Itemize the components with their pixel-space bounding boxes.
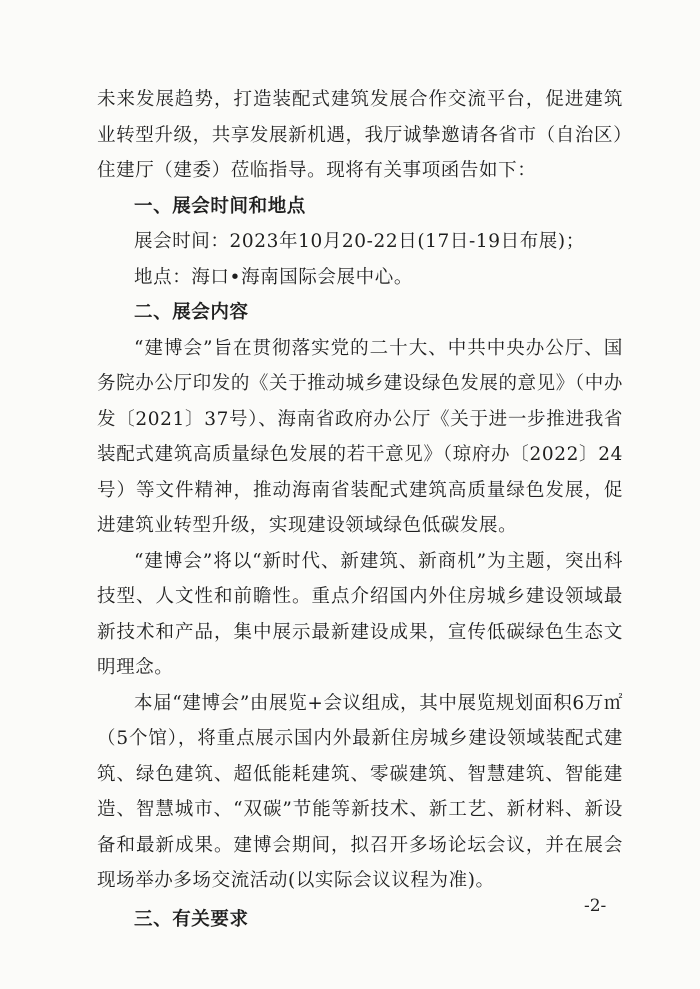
section-heading-exhibition-content: 二、展会内容 — [134, 302, 249, 323]
paragraph-exhibition-location: 地点：海口•海南国际会展中心。 — [134, 266, 413, 288]
paragraph-exhibition-time: 展会时间：2023年10月20-22日(17日-19日布展)； — [134, 231, 585, 252]
paragraph-invitation-continued: 未来发展趋势，打造装配式建筑发展合作交流平台，促进建筑业转型升级，共享发展新机遇，我厅诚挚邀请各省市（自治区）住建厅（建委）莅临指导。现将有关事项函告如下： — [97, 89, 623, 181]
document-body — [97, 82, 623, 937]
paragraph-policy-basis: “建博会”旨在贯彻落实党的二十大、中共中央办公厅、国务院办公厅印发的《关于推动城乡建设绿色发展的意见》（中办发〔2021〕37号）、海南省政府办公厅《关于进一步推进我省装配式建筑高质量绿色发展的若干意见》（琼府办〔2022〕24号）等文件精神，推动海南省装配式建筑高质量绿色发展，促进建筑业转型升级，实现建设领域绿色低碳发展。 — [97, 337, 623, 536]
paragraph-theme: “建博会”将以“新时代、新建筑、新商机”为主题，突出科技型、人文性和前瞻性。重点介绍国内外住房城乡建设领域最新技术和产品，集中展示最新建设成果，宣传低碳绿色生态文明理念。 — [97, 550, 623, 678]
page-number: -2- — [584, 896, 607, 916]
paragraph-exhibition-scale: 本届“建博会”由展览+会议组成，其中展览规划面积6万㎡（5个馆），将重点展示国内外最新住房城乡建设领域装配式建筑、绿色建筑、超低能耗建筑、零碳建筑、智慧建筑、智能建造、智慧城市、“双碳”节能等新技术、新工艺、新材料、新设备和最新成果。建博会期间，拟召开多场论坛会议，并在展会现场举办多场交流活动(以实际会议议程为准)。 — [97, 692, 623, 891]
section-heading-requirements: 三、有关要求 — [134, 908, 249, 930]
section-heading-time-and-place: 一、展会时间和地点 — [134, 195, 306, 217]
